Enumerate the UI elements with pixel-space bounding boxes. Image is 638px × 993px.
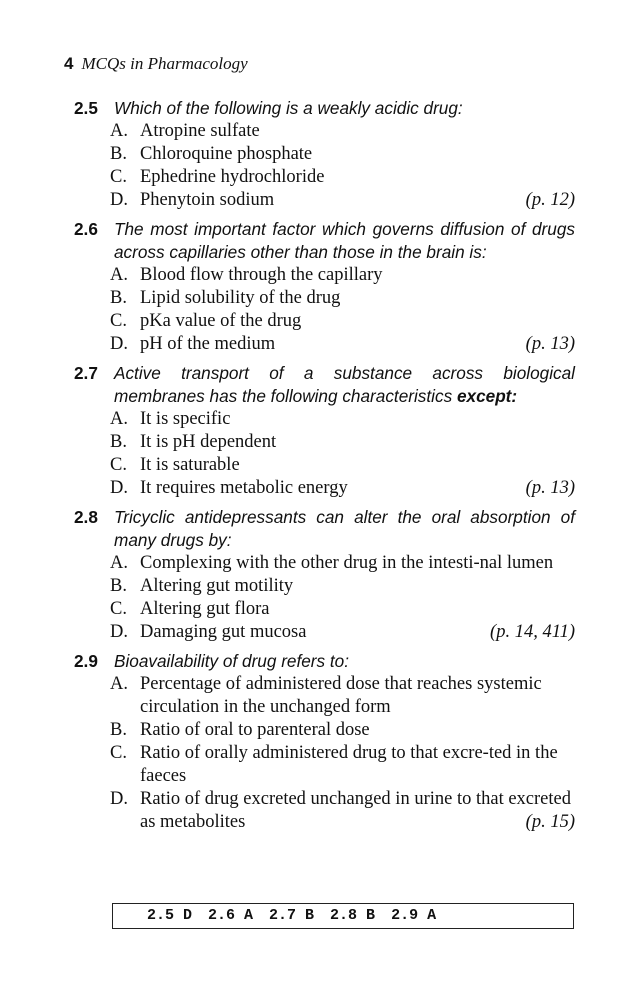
option-text: Blood flow through the capillary — [140, 265, 383, 285]
option-text: It is pH dependent — [140, 432, 277, 452]
option-letter: C. — [110, 455, 127, 475]
question-text: Tricyclic antidepressants can alter the oral absorption of many drugs by: — [114, 507, 575, 550]
answer-key-item: 2.8 B — [330, 907, 376, 924]
option-letter: C. — [110, 167, 127, 187]
option-letter: D. — [110, 190, 128, 210]
option-text: It is specific — [140, 409, 231, 429]
option-letter: A. — [110, 265, 128, 285]
page-reference: (p. 15) — [525, 812, 575, 832]
option-letter: B. — [110, 288, 127, 308]
page-reference: (p. 12) — [525, 190, 575, 210]
question-stem — [70, 506, 575, 552]
option-letter: A. — [110, 553, 128, 573]
option-text: Ephedrine hydrochloride — [140, 167, 325, 187]
option-text: Atropine sulfate — [140, 121, 260, 141]
option-d — [70, 788, 575, 834]
question-2-8 — [70, 506, 575, 644]
answer-key-box — [112, 903, 574, 929]
question-number: 2.5 — [74, 98, 98, 118]
option-text: pKa value of the drug — [140, 311, 302, 331]
option-letter: D. — [110, 622, 128, 642]
option-text: It requires metabolic energy — [140, 478, 348, 498]
option-text: Ratio of orally administered drug to that excre-ted in the faeces — [140, 743, 558, 786]
option-text: Complexing with the other drug in the intesti-nal lumen — [140, 553, 554, 573]
question-2-7 — [70, 362, 575, 500]
option-letter: B. — [110, 576, 127, 596]
question-number: 2.7 — [74, 363, 98, 383]
question-list — [70, 97, 575, 840]
option-text: Ratio of drug excreted unchanged in urine to that excreted as metabolites — [140, 789, 571, 832]
option-letter: D. — [110, 789, 128, 809]
question-text: Bioavailability of drug refers to: — [114, 651, 350, 671]
question-number: 2.8 — [74, 507, 98, 527]
answer-key-item: 2.9 A — [391, 907, 437, 924]
option-d — [70, 621, 575, 644]
option-list — [70, 552, 575, 644]
option-letter: D. — [110, 478, 128, 498]
book-title: MCQs in Pharmacology — [81, 54, 248, 73]
option-c — [70, 742, 575, 788]
question-stem — [70, 97, 575, 120]
option-b — [70, 287, 575, 310]
option-b — [70, 575, 575, 598]
page-number: 4 — [64, 54, 74, 73]
option-letter: A. — [110, 121, 128, 141]
option-text: Percentage of administered dose that reaches systemic circulation in the unchanged form — [140, 674, 542, 717]
answer-key-item: 2.6 A — [208, 907, 254, 924]
option-a — [70, 120, 575, 143]
option-text: Lipid solubility of the drug — [140, 288, 341, 308]
option-text: Chloroquine phosphate — [140, 144, 313, 164]
option-letter: C. — [110, 599, 127, 619]
option-list — [70, 673, 575, 834]
answer-key-item: 2.7 B — [269, 907, 315, 924]
option-letter: B. — [110, 432, 127, 452]
option-a — [70, 552, 575, 575]
option-letter: C. — [110, 311, 127, 331]
option-letter: B. — [110, 144, 127, 164]
page-reference: (p. 13) — [525, 478, 575, 498]
option-d — [70, 333, 575, 356]
option-d — [70, 477, 575, 500]
option-text: It is saturable — [140, 455, 240, 475]
option-c — [70, 310, 575, 333]
page-reference: (p. 13) — [525, 334, 575, 354]
option-c — [70, 166, 575, 189]
option-d — [70, 189, 575, 212]
option-list — [70, 264, 575, 356]
option-b — [70, 431, 575, 454]
option-list — [70, 120, 575, 212]
question-stem — [70, 362, 575, 408]
option-text: Damaging gut mucosa — [140, 622, 307, 642]
question-emphasis: except: — [456, 386, 518, 406]
option-letter: A. — [110, 674, 128, 694]
option-letter: B. — [110, 720, 127, 740]
option-letter: C. — [110, 743, 127, 763]
option-text: Ratio of oral to parenteral dose — [140, 720, 370, 740]
option-b — [70, 719, 575, 742]
option-text: Altering gut flora — [140, 599, 270, 619]
option-letter: A. — [110, 409, 128, 429]
option-letter: D. — [110, 334, 128, 354]
question-stem — [70, 218, 575, 264]
page-header — [64, 54, 248, 74]
question-2-5 — [70, 97, 575, 212]
question-text: Active transport of a substance across biological membranes has the following characteristics — [114, 363, 575, 406]
question-stem — [70, 650, 575, 673]
option-c — [70, 598, 575, 621]
question-text: Which of the following is a weakly acidic drug: — [114, 98, 463, 118]
page-reference: (p. 14, 411) — [490, 622, 575, 642]
question-number: 2.6 — [74, 219, 98, 239]
question-2-9 — [70, 650, 575, 834]
option-list — [70, 408, 575, 500]
option-c — [70, 454, 575, 477]
question-number: 2.9 — [74, 651, 98, 671]
option-a — [70, 673, 575, 719]
question-text: The most important factor which governs diffusion of drugs across capillaries other than those in the brain is: — [114, 219, 575, 262]
answer-key-item: 2.5 D — [147, 907, 193, 924]
option-b — [70, 143, 575, 166]
option-text: Phenytoin sodium — [140, 190, 275, 210]
option-a — [70, 264, 575, 287]
option-a — [70, 408, 575, 431]
question-2-6 — [70, 218, 575, 356]
option-text: pH of the medium — [140, 334, 276, 354]
option-text: Altering gut motility — [140, 576, 294, 596]
